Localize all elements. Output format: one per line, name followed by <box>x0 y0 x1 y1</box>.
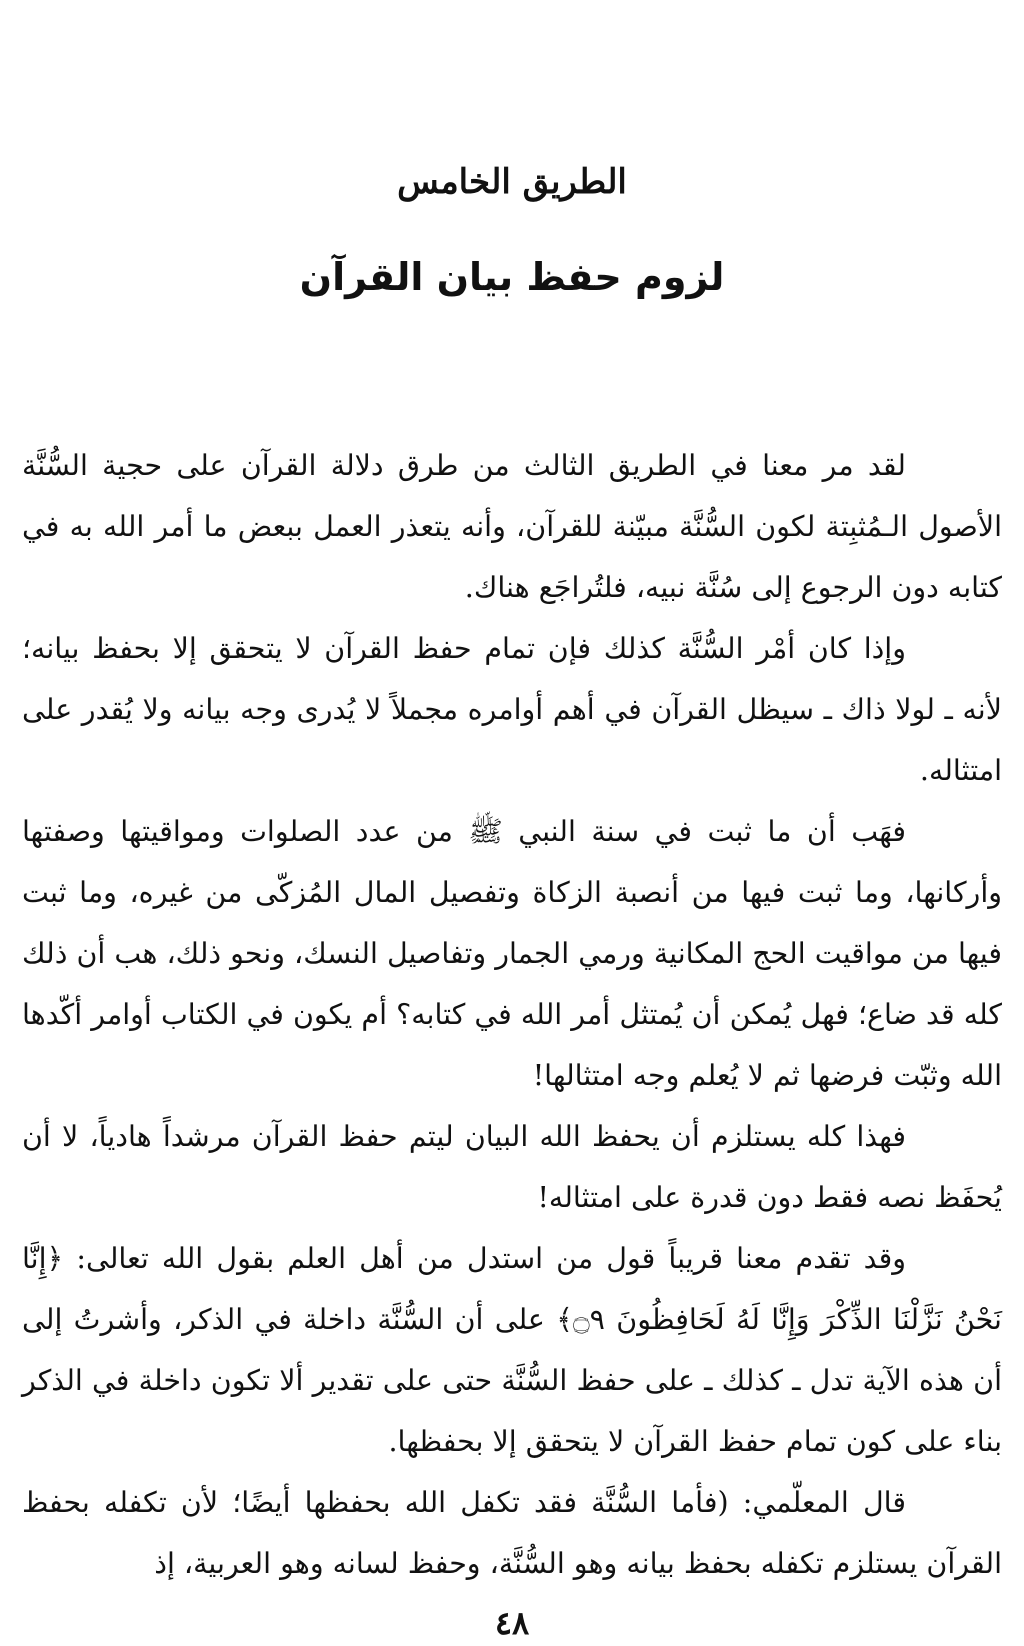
paragraph: وإذا كان أمْر السُّنَّة كذلك فإن تمام حفظ القرآن لا يتحقق إلا بحفظ بيانه؛ لأنه ـ لولا ذاك ـ سيظل القرآن في أهم أوامره مجملاً لا يُدرى وجه بيانه ولا يُقدر على امتثاله. <box>22 632 1002 787</box>
paragraph: لقد مر معنا في الطريق الثالث من طرق دلالة القرآن على حجية السُّنَّة الأصول الـمُثبِتة لكون السُّنَّة مبيّنة للقرآن، وأنه يتعذر العمل ببعض ما أمر الله به في كتابه دون الرجوع إلى سُنَّة نبيه، فلتُراجَع هناك. <box>22 449 1002 604</box>
paragraph: فهذا كله يستلزم أن يحفظ الله البيان ليتم حفظ القرآن مرشداً هادياً، لا أن يُحفَظ نصه فقط دون قدرة على امتثاله! <box>22 1120 1002 1214</box>
paragraph: فهَب أن ما ثبت في سنة النبي ﷺ من عدد الصلوات ومواقيتها وصفتها وأركانها، وما ثبت فيها من أنصبة الزكاة وتفصيل المال المُزكّى من غيره، وما ثبت فيها من مواقيت الحج المكانية ورمي الجمار وتفاصيل النسك، ونحو ذلك، هب أن ذلك كله قد ضاع؛ فهل يُمكن أن يُمتثل أمر الله في كتابه؟ أم يكون في الكتاب أوامر أكّدها الله وثبّت فرضها ثم لا يُعلم وجه امتثالها! <box>22 815 1002 1092</box>
page-number: ٤٨ <box>494 1604 530 1642</box>
paragraph: وقد تقدم معنا قريباً قول من استدل من أهل العلم بقول الله تعالى: ﴿إِنَّا نَحْنُ نَزَّلْنَا الذِّكْرَ وَإِنَّا لَهُ لَحَافِظُونَ ۝٩﴾ على أن السُّنَّة داخلة في الذكر، وأشرتُ إلى أن هذه الآية تدل ـ كذلك ـ على حفظ السُّنَّة حتى على تقدير ألا تكون داخلة في الذكر بناء على كون تمام حفظ القرآن لا يتحقق إلا بحفظها. <box>22 1242 1002 1458</box>
body-text <box>22 435 1002 1594</box>
paragraph: قال المعلّمي: (فأما السُّنَّة فقد تكفل الله بحفظها أيضًا؛ لأن تكفله بحفظ القرآن يستلزم تكفله بحفظ بيانه وهو السُّنَّة، وحفظ لسانه وهو العربية، إذ <box>22 1486 1002 1580</box>
section-label: الطريق الخامس <box>397 162 627 202</box>
chapter-title: لزوم حفظ بيان القرآن <box>299 255 725 299</box>
